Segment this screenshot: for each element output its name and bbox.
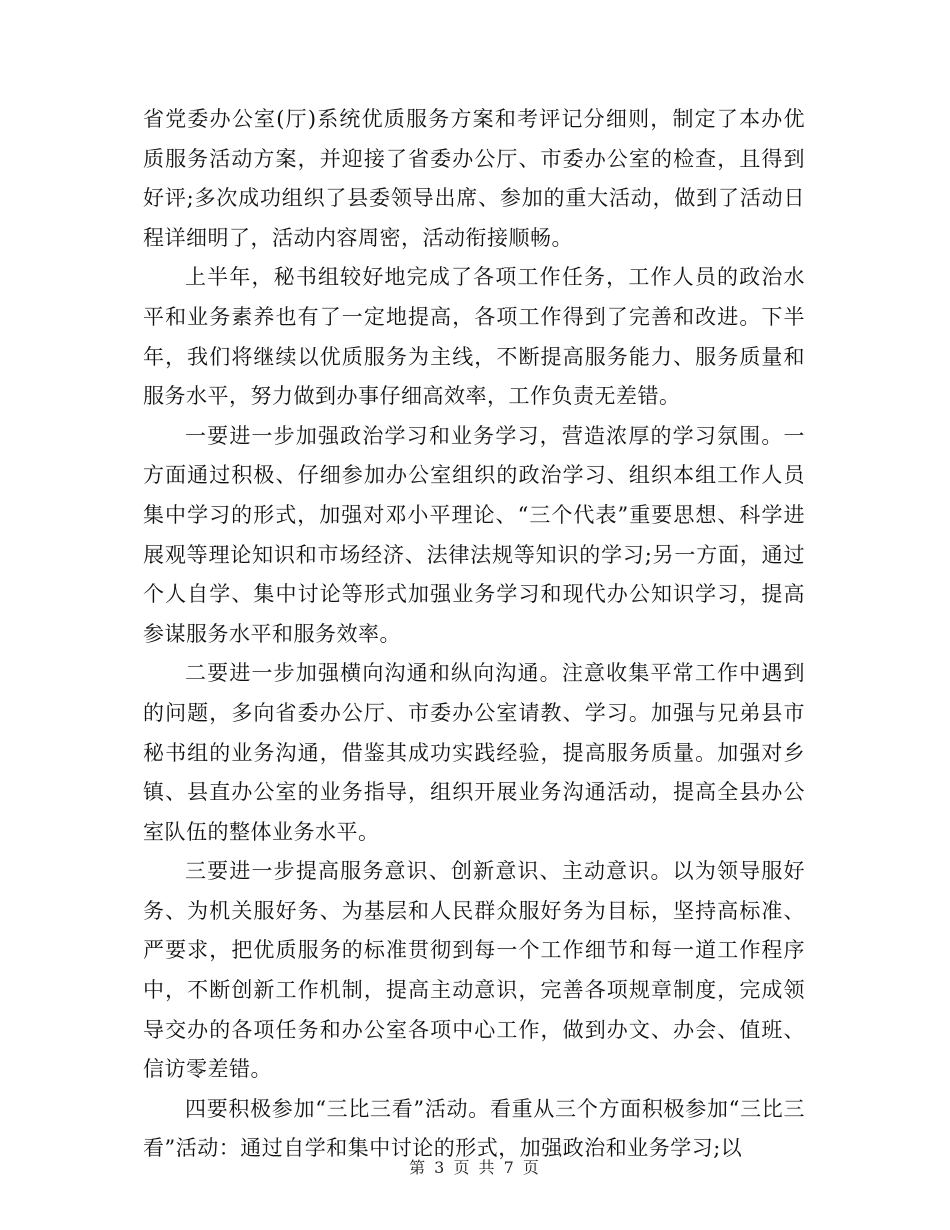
document-body	[143, 100, 805, 1169]
paragraph-continued: 省党委办公室(厅)系统优质服务方案和考评记分细则，制定了本办优质服务活动方案，并迎接了省委办公厅、市委办公室的检查，且得到好评;多次成功组织了县委领导出席、参加的重大活动，做到了活动日程详细明了，活动内容周密，活动衔接顺畅。	[143, 107, 805, 250]
page-footer: 第 3 页 共 7 页	[409, 1158, 541, 1177]
paragraph-communication: 二要进一步加强横向沟通和纵向沟通。注意收集平常工作中遇到的问题，多向省委办公厅、市委办公室请教、学习。加强与兄弟县市秘书组的业务沟通，借鉴其成功实践经验，提高服务质量。加强对乡镇、县直办公室的业务指导，组织开展业务沟通活动，提高全县办公室队伍的整体业务水平。	[143, 661, 805, 844]
paragraph-study: 一要进一步加强政治学习和业务学习，营造浓厚的学习氛围。一方面通过积极、仔细参加办公室组织的政治学习、组织本组工作人员集中学习的形式，加强对邓小平理论、“三个代表”重要思想、科学进展观等理论知识和市场经济、法律法规等知识的学习;另一方面，通过个人自学、集中讨论等形式加强业务学习和现代办公知识学习，提高参谋服务水平和服务效率。	[143, 423, 805, 646]
paragraph-service-awareness: 三要进一步提高服务意识、创新意识、主动意识。以为领导服好务、为机关服好务、为基层和人民群众服好务为目标，坚持高标准、严要求，把优质服务的标准贯彻到每一个工作细节和每一道工作程序中，不断创新工作机制，提高主动意识，完善各项规章制度，完成领导交办的各项任务和办公室各项中心工作，做到办文、办会、值班、信访零差错。	[143, 859, 805, 1082]
paragraph-activity: 四要积极参加“三比三看”活动。看重从三个方面积极参加“三比三看”活动：通过自学和集中讨论的形式，加强政治和业务学习;以	[143, 1096, 805, 1161]
paragraph-first-half-summary: 上半年，秘书组较好地完成了各项工作任务，工作人员的政治水平和业务素养也有了一定地提高，各项工作得到了完善和改进。下半年，我们将继续以优质服务为主线，不断提高服务能力、服务质量和服务水平，努力做到办事仔细高效率，工作负责无差错。	[143, 265, 805, 409]
